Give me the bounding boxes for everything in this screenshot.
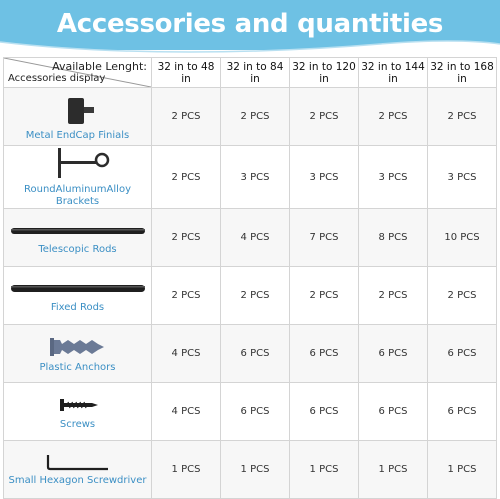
qty-cell: 2 PCS xyxy=(359,267,428,325)
endcap-finial-icon xyxy=(48,92,108,128)
qty-cell: 6 PCS xyxy=(290,325,359,383)
qty-cell: 4 PCS xyxy=(221,209,290,267)
qty-cell: 3 PCS xyxy=(428,146,497,209)
item-cell xyxy=(4,267,152,325)
qty-cell: 2 PCS xyxy=(152,209,221,267)
qty-cell: 2 PCS xyxy=(221,88,290,146)
item-cell xyxy=(4,441,152,499)
table-header-row xyxy=(4,58,497,88)
table-corner-cell xyxy=(4,58,152,88)
qty-cell: 6 PCS xyxy=(290,383,359,441)
item-label: Fixed Rods xyxy=(50,301,105,313)
item-cell xyxy=(4,146,152,209)
qty-cell: 8 PCS xyxy=(359,209,428,267)
item-label: Screws xyxy=(59,418,96,430)
page-title: Accessories and quantities xyxy=(56,9,444,39)
qty-cell: 2 PCS xyxy=(428,267,497,325)
qty-cell: 3 PCS xyxy=(221,146,290,209)
qty-cell: 1 PCS xyxy=(359,441,428,499)
item-cell xyxy=(4,325,152,383)
qty-cell: 2 PCS xyxy=(152,146,221,209)
item-label: Plastic Anchors xyxy=(39,361,116,373)
qty-cell: 1 PCS xyxy=(221,441,290,499)
qty-cell: 6 PCS xyxy=(221,325,290,383)
qty-cell: 4 PCS xyxy=(152,383,221,441)
qty-cell: 4 PCS xyxy=(152,325,221,383)
qty-cell: 6 PCS xyxy=(428,325,497,383)
accessories-table xyxy=(3,57,497,499)
table-row xyxy=(4,441,497,499)
column-header: 32 in to 48 in xyxy=(152,58,221,88)
qty-cell: 1 PCS xyxy=(428,441,497,499)
column-header: 32 in to 168 in xyxy=(428,58,497,88)
item-label: RoundAluminumAlloy Brackets xyxy=(24,184,131,207)
accessories-display-label: Accessories display xyxy=(8,73,106,84)
item-label: Metal EndCap Finials xyxy=(25,129,130,141)
column-header: 32 in to 84 in xyxy=(221,58,290,88)
qty-cell: 2 PCS xyxy=(359,88,428,146)
qty-cell: 2 PCS xyxy=(221,267,290,325)
qty-cell: 3 PCS xyxy=(290,146,359,209)
qty-cell: 2 PCS xyxy=(428,88,497,146)
item-label: Telescopic Rods xyxy=(38,243,117,255)
qty-cell: 6 PCS xyxy=(359,383,428,441)
available-length-label: Available Lenght: xyxy=(52,60,147,73)
qty-cell: 3 PCS xyxy=(359,146,428,209)
column-header: 32 in to 144 in xyxy=(359,58,428,88)
table-row xyxy=(4,88,497,146)
qty-cell: 1 PCS xyxy=(290,441,359,499)
qty-cell: 6 PCS xyxy=(359,325,428,383)
item-label: Small Hexagon Screwdriver xyxy=(8,474,147,486)
table-row xyxy=(4,267,497,325)
fixed-rod-icon xyxy=(9,278,147,300)
qty-cell: 2 PCS xyxy=(290,88,359,146)
qty-cell: 2 PCS xyxy=(152,88,221,146)
qty-cell: 10 PCS xyxy=(428,209,497,267)
qty-cell: 2 PCS xyxy=(290,267,359,325)
column-header: 32 in to 120 in xyxy=(290,58,359,88)
qty-cell: 1 PCS xyxy=(152,441,221,499)
bracket-icon xyxy=(38,146,118,182)
table-row xyxy=(4,209,497,267)
table-row xyxy=(4,383,497,441)
qty-cell: 7 PCS xyxy=(290,209,359,267)
qty-cell: 6 PCS xyxy=(428,383,497,441)
item-cell xyxy=(4,88,152,146)
item-cell xyxy=(4,383,152,441)
qty-cell: 2 PCS xyxy=(152,267,221,325)
hex-key-icon xyxy=(28,453,128,473)
screw-icon xyxy=(38,393,118,417)
plastic-anchor-icon xyxy=(38,334,118,360)
telescopic-rod-icon xyxy=(9,220,147,242)
table-row xyxy=(4,325,497,383)
qty-cell: 6 PCS xyxy=(221,383,290,441)
table-row xyxy=(4,146,497,209)
item-cell xyxy=(4,209,152,267)
